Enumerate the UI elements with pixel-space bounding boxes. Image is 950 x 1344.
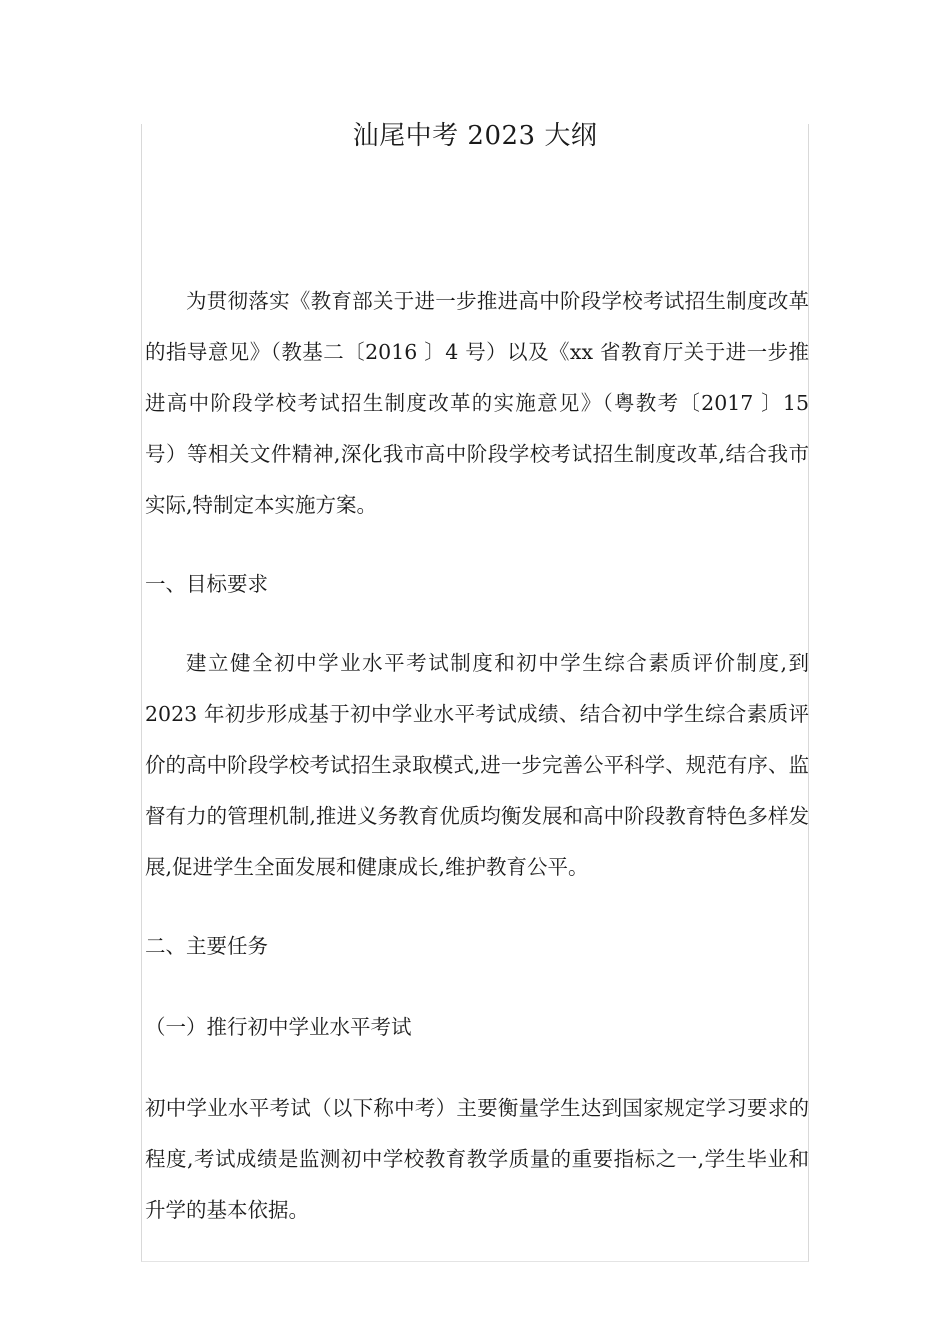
section-heading-goals: 一、目标要求 bbox=[145, 572, 268, 596]
intro-paragraph: 为贯彻落实《教育部关于进一步推进高中阶段学校考试招生制度改革的指导意见》（教基二〔2016 〕4 号）以及《xx 省教育厅关于进一步推进高中阶段学校考试招生制度改革的实施意见》（粤教考〔2017 〕15 号）等相关文件精神,深化我市高中阶段学校考试招生制度改革,结合我市实际,特制定本实施方案。 bbox=[145, 289, 809, 517]
subsection-heading-exam: （一）推行初中学业水平考试 bbox=[145, 1015, 412, 1039]
goals-paragraph: 建立健全初中学业水平考试制度和初中学生综合素质评价制度,到 2023 年初步形成基于初中学业水平考试成绩、结合初中学生综合素质评价的高中阶段学校考试招生录取模式,进一步完善公平科学、规范有序、监督有力的管理机制,推进义务教育优质均衡发展和高中阶段教育特色多样发展,促进学生全面发展和健康成长,维护教育公平。 bbox=[145, 651, 809, 879]
section-heading-tasks: 二、主要任务 bbox=[145, 934, 268, 958]
document-body bbox=[145, 276, 809, 1236]
document-title: 汕尾中考 2023 大纲 bbox=[352, 121, 598, 151]
exam-paragraph: 初中学业水平考试（以下称中考）主要衡量学生达到国家规定学习要求的程度,考试成绩是监测初中学校教育教学质量的重要指标之一,学生毕业和升学的基本依据。 bbox=[145, 1096, 809, 1222]
